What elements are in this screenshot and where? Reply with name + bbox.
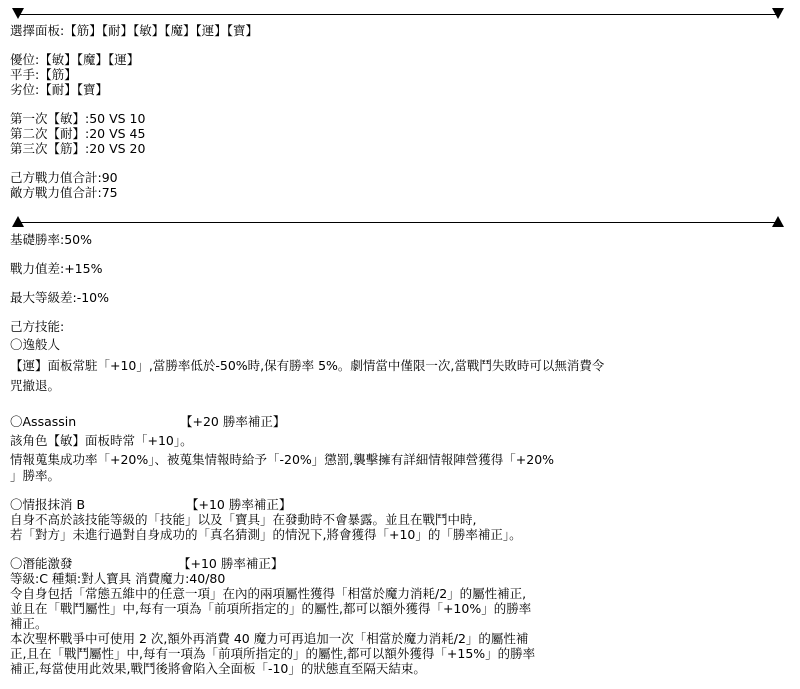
level-diff: 最大等級差:-10% [10,290,110,305]
skill-2-desc: 情報蒐集成功率「+20%」、被蒐集情報時給予「-20%」懲罰,襲擊擁有詳細情報陣營獲得「+20% [10,452,555,467]
skill-3-bonus: 【+10 勝率補正】 [186,497,292,512]
skill-3-desc: 自身不高於該技能等級的「技能」以及「寶具」在發動時不會暴露。並且在戰鬥中時, [10,512,477,527]
divider-line [20,222,776,223]
round-2: 第二次【耐】:20 VS 45 [10,126,146,141]
skill-4-bonus: 【+10 勝率補正】 [178,556,284,571]
advantage-line: 優位:【敏】【魔】【運】 [10,52,140,67]
skill-1-desc: 咒撤退。 [10,378,61,393]
skill-2-desc: 該角色【敏】面板時常「+10」。 [10,433,193,448]
top-divider [12,8,784,20]
skill-4-desc: 本次聖杯戰爭中可使用 2 次,額外再消費 40 魔力可再追加一次「相當於魔力消耗/2」的屬性補 [10,631,529,646]
middle-divider [12,216,784,228]
skill-4-desc: 補正,每當使用此效果,戰鬥後將會陷入全面板「-10」的狀態直至隔天結束。 [10,661,426,676]
enemy-total: 敵方戰力值合計:75 [10,185,118,200]
skill-3-name: 〇情报抹消 B [10,497,86,512]
skill-3-desc: 若「對方」未進行過對自身成功的「真名猜測」的情況下,將會獲得「+10」的「勝率補正」。 [10,527,522,542]
skill-4-desc: 等級:C 種類:對人寶具 消費魔力:40/80 [10,571,226,586]
skill-1-name: 〇逸般人 [10,337,61,352]
skill-2-desc: 」勝率。 [10,468,61,483]
panel-select: 選擇面板:【筋】【耐】【敏】【魔】【運】【寶】 [10,23,258,38]
skill-4-desc: 並且在「戰鬥屬性」中,每有一項為「前項所指定的」的屬性,都可以額外獲得「+10%」的勝率 [10,601,532,616]
base-win-rate: 基礎勝率:50% [10,232,92,247]
power-diff: 戰力值差:+15% [10,261,103,276]
divider-line [20,14,776,15]
disadvantage-line: 劣位:【耐】【寶】 [10,82,108,97]
skill-4-desc: 正,且在「戰鬥屬性」中,每有一項為「前項所指定的」的屬性,都可以額外獲得「+15%」的勝率 [10,646,536,661]
skill-4-name: 〇潛能激發 [10,556,73,571]
skill-4-desc: 補正。 [10,616,48,631]
skill-2-name: 〇Assassin [10,414,77,429]
skills-title: 己方技能: [10,319,65,334]
round-3: 第三次【筋】:20 VS 20 [10,141,146,156]
skill-1-desc: 【運】面板常駐「+10」,當勝率低於-50%時,保有勝率 5%。劇情當中僅限一次,當戰鬥失敗時可以無消費令 [10,358,605,373]
skill-4-desc: 令自身包括「常態五維中的任意一項」在內的兩項屬性獲得「相當於魔力消耗/2」的屬性補正, [10,586,527,601]
own-total: 己方戰力值合計:90 [10,170,118,185]
even-line: 平手:【筋】 [10,67,77,82]
down-arrow-icon [772,8,784,19]
skill-2-bonus: 【+20 勝率補正】 [180,414,286,429]
up-arrow-icon [772,216,784,227]
round-1: 第一次【敏】:50 VS 10 [10,111,146,126]
